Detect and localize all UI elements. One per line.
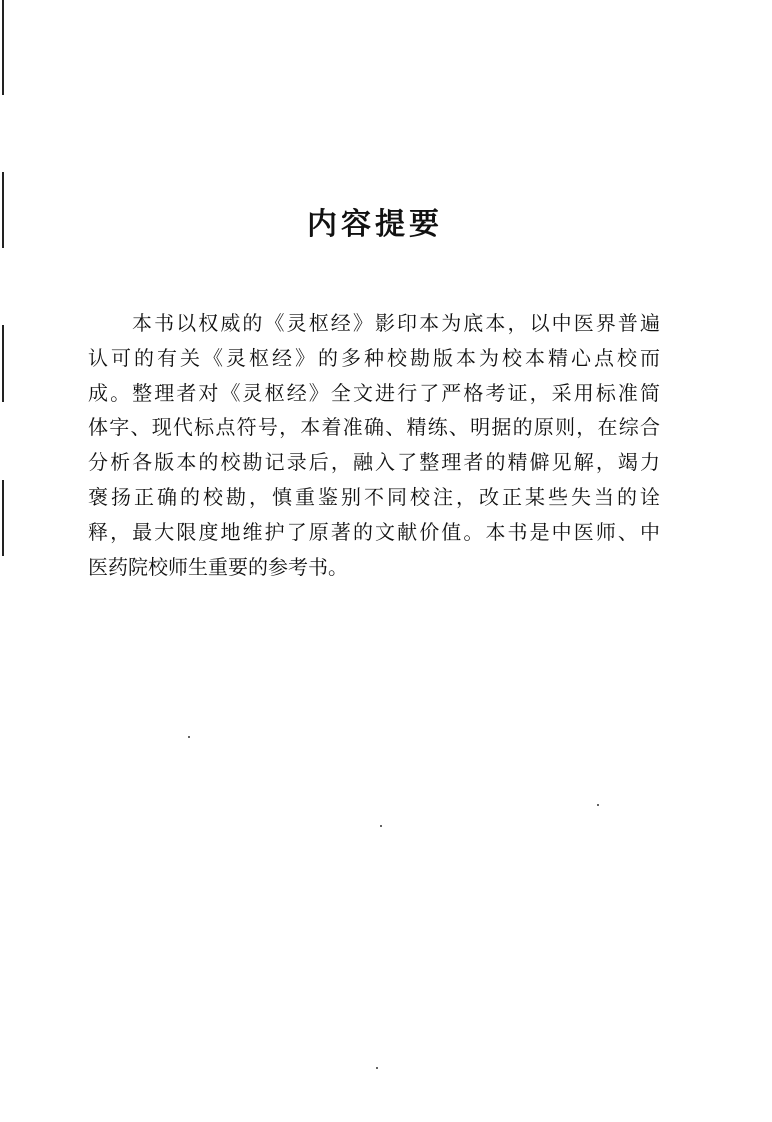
page-title: 内容提要 <box>307 207 443 242</box>
scan-speck <box>188 736 190 738</box>
summary-paragraph <box>88 306 660 584</box>
summary-line: 医药院校师生重要的参考书。 <box>88 554 348 579</box>
summary-line: 成。整理者对《灵枢经》全文进行了严格考证，采用标准简 <box>88 380 660 405</box>
scan-edge-mark <box>2 0 4 95</box>
scan-speck <box>376 1067 378 1069</box>
summary-line: 褒扬正确的校勘，慎重鉴别不同校注，改正某些失当的诠 <box>88 484 660 509</box>
summary-line: 释，最大限度地维护了原著的文献价值。本书是中医师、中 <box>88 519 660 544</box>
summary-line: 认可的有关《灵枢经》的多种校勘版本为校本精心点校而 <box>88 345 660 370</box>
scan-speck <box>597 804 599 806</box>
scan-edge-mark <box>2 325 4 402</box>
summary-line: 分析各版本的校勘记录后，融入了整理者的精僻见解，竭力 <box>88 450 660 475</box>
scan-edge-mark <box>2 480 4 556</box>
scan-speck <box>380 825 382 827</box>
summary-line: 本书以权威的《灵枢经》影印本为底本，以中医界普遍 <box>132 311 660 335</box>
summary-line: 体字、现代标点符号，本着准确、精练、明据的原则，在综合 <box>88 415 660 440</box>
